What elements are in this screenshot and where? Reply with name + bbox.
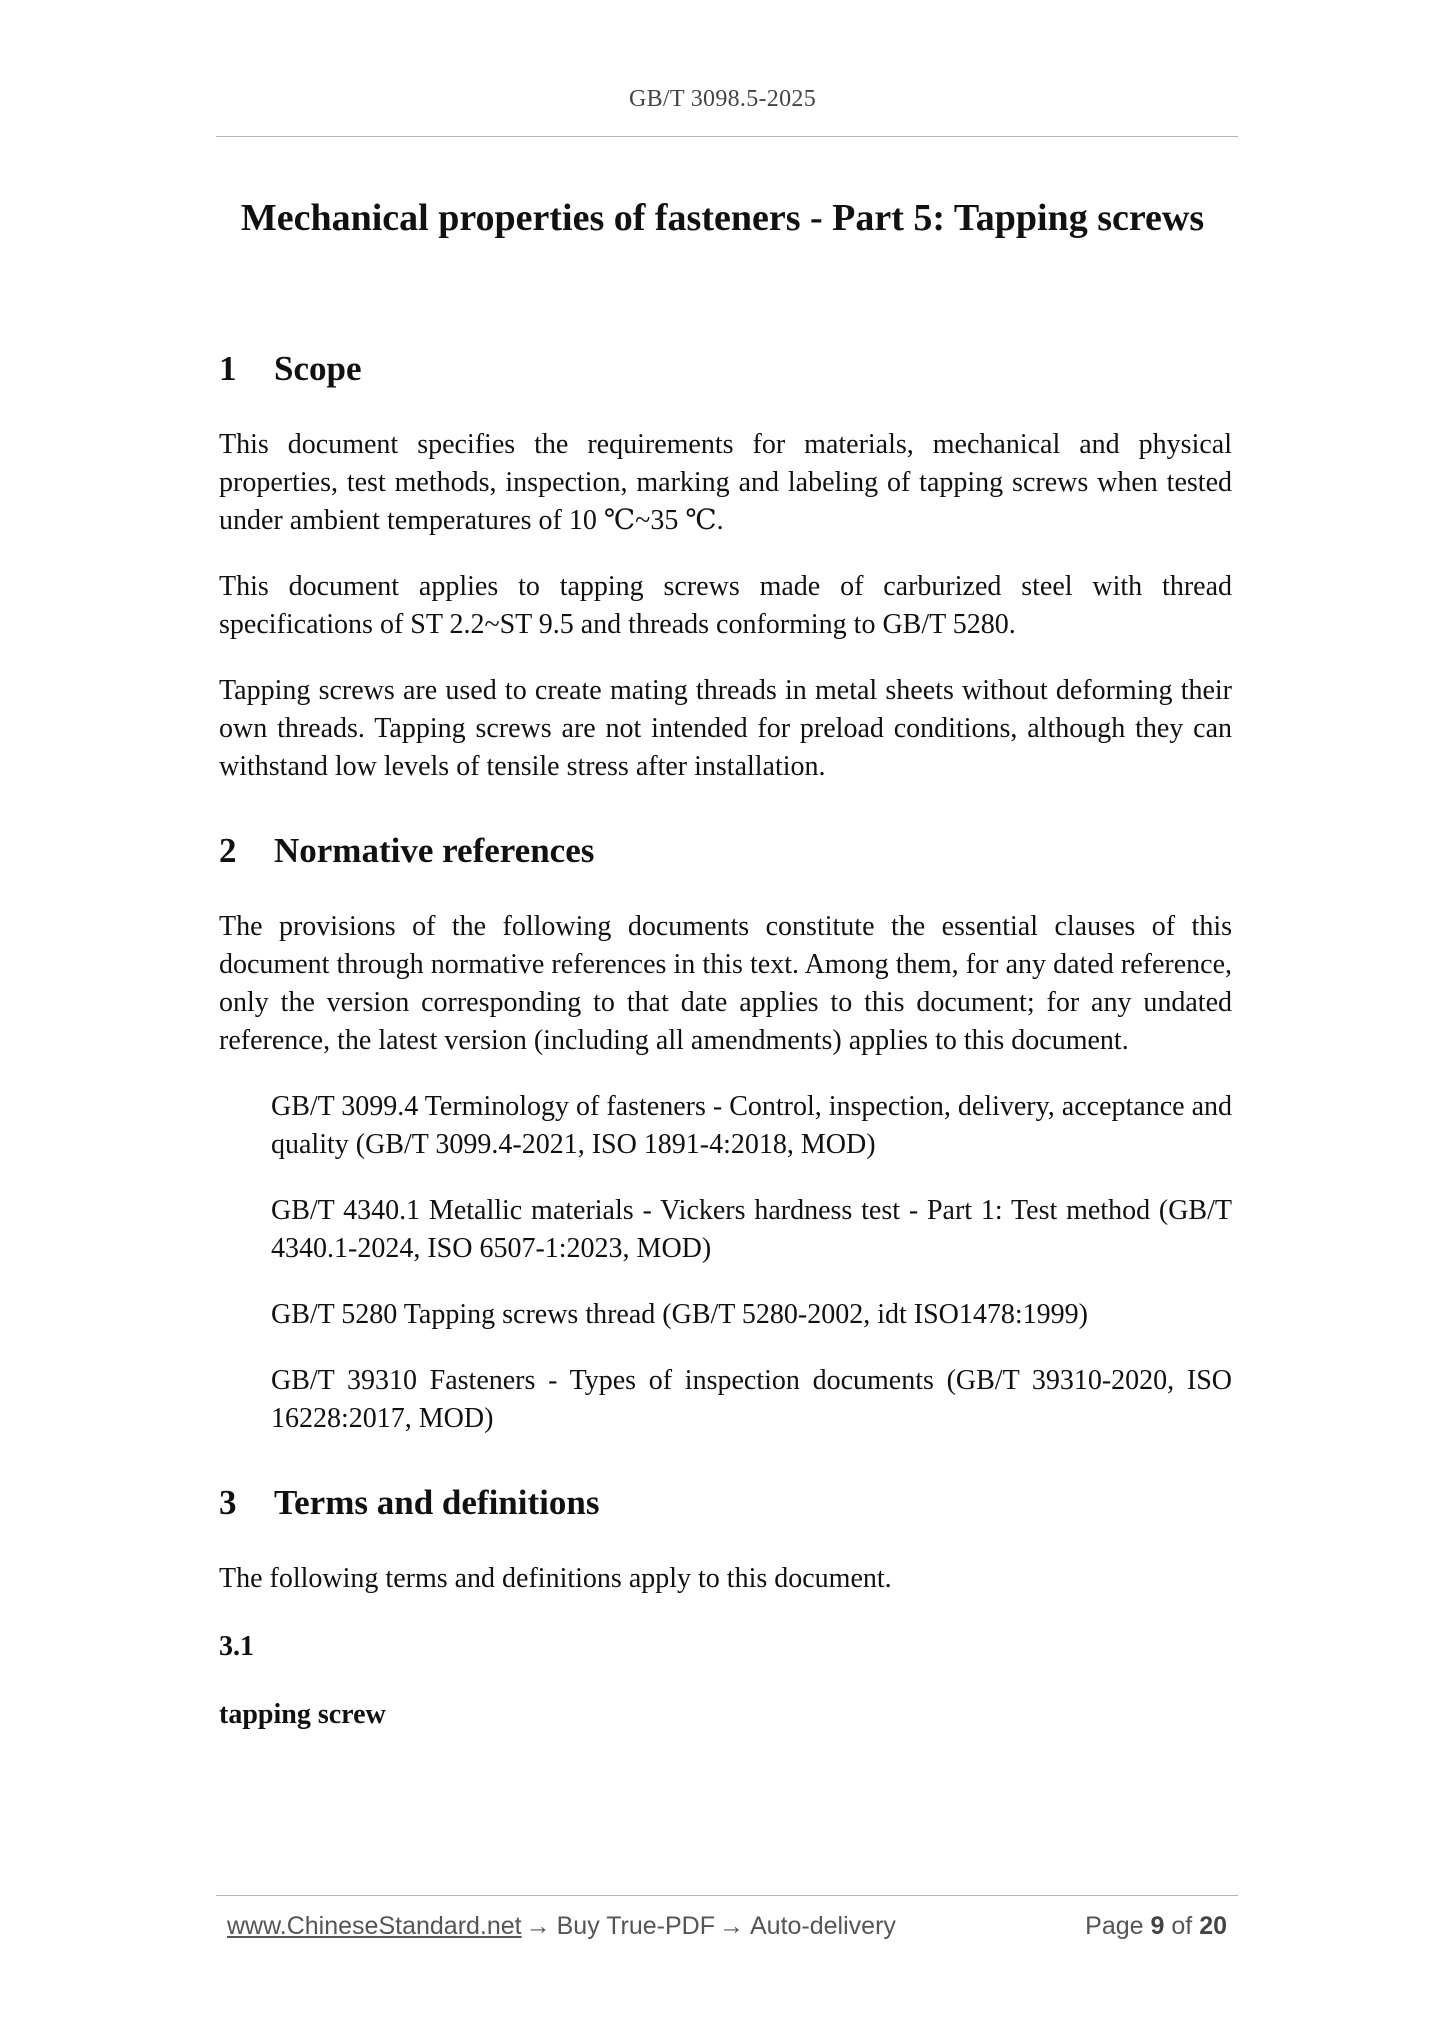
scope-paragraph-1: This document specifies the requirements for materials, mechanical and physical properties, test methods, inspection, marking and labeling of tapping screws when tested under ambient temperatures of 10 ℃~35 ℃. [219, 429, 1232, 536]
normative-intro: The provisions of the following documents constitute the essential clauses of this document through normative references in this text. Among them, for any dated reference, only the version corresponding to that date applies to this document; for any undated reference, the latest version (including all amendments) applies to this document. [219, 911, 1232, 1056]
page-of-label: of [1171, 1912, 1193, 1940]
page-current: 9 [1150, 1912, 1165, 1940]
term-name: tapping screw [219, 1699, 386, 1730]
section-title: Scope [274, 349, 362, 388]
page-total: 20 [1199, 1912, 1227, 1940]
page-label: Page [1085, 1912, 1144, 1940]
section-heading-normative-references [219, 826, 1232, 876]
reference-item: GB/T 3099.4 Terminology of fasteners - Control, inspection, delivery, acceptance and quality (GB/T 3099.4-2021, ISO 1891-4:2018, MOD) [271, 1091, 1232, 1160]
scope-paragraph-3: Tapping screws are used to create mating threads in metal sheets without deforming their own threads. Tapping screws are not intended for preload conditions, although they can withstand low levels of tensile stress after installation. [219, 675, 1232, 782]
terms-intro: The following terms and definitions apply to this document. [219, 1563, 892, 1594]
scope-paragraph-2: This document applies to tapping screws made of carburized steel with thread specifications of ST 2.2~ST 9.5 and threads conforming to GB/T 5280. [219, 571, 1232, 640]
reference-item: GB/T 4340.1 Metallic materials - Vickers hardness test - Part 1: Test method (GB/T 4340.1-2024, ISO 6507-1:2023, MOD) [271, 1195, 1232, 1264]
website-link[interactable]: www.ChineseStandard.net [227, 1912, 522, 1940]
section-title: Normative references [274, 831, 595, 870]
section-title: Terms and definitions [274, 1483, 600, 1522]
arrow-right-icon: → [719, 1912, 744, 1940]
section-heading-scope [219, 344, 1232, 394]
document-title: Mechanical properties of fasteners - Part 5: Tapping screws [240, 197, 1205, 239]
auto-delivery-text: Auto-delivery [750, 1912, 896, 1940]
footer-promo [227, 1912, 896, 1941]
reference-item: GB/T 5280 Tapping screws thread (GB/T 5280-2002, idt ISO1478:1999) [271, 1299, 1088, 1330]
section-number: 1 [219, 349, 237, 388]
section-number: 3 [219, 1483, 237, 1522]
running-header: GB/T 3098.5-2025 [628, 86, 817, 112]
document-body [219, 344, 1232, 1734]
buy-true-pdf-text: Buy True-PDF [556, 1912, 715, 1940]
term-number: 3.1 [219, 1631, 254, 1662]
arrow-right-icon: → [525, 1912, 551, 1940]
section-heading-terms-definitions [219, 1478, 1232, 1528]
section-number: 2 [219, 831, 237, 870]
footer-rule [216, 1895, 1238, 1896]
page-number [1085, 1912, 1227, 1941]
reference-item: GB/T 39310 Fasteners - Types of inspection documents (GB/T 39310-2020, ISO 16228:2017, MOD) [271, 1365, 1232, 1434]
header-rule [216, 136, 1238, 137]
